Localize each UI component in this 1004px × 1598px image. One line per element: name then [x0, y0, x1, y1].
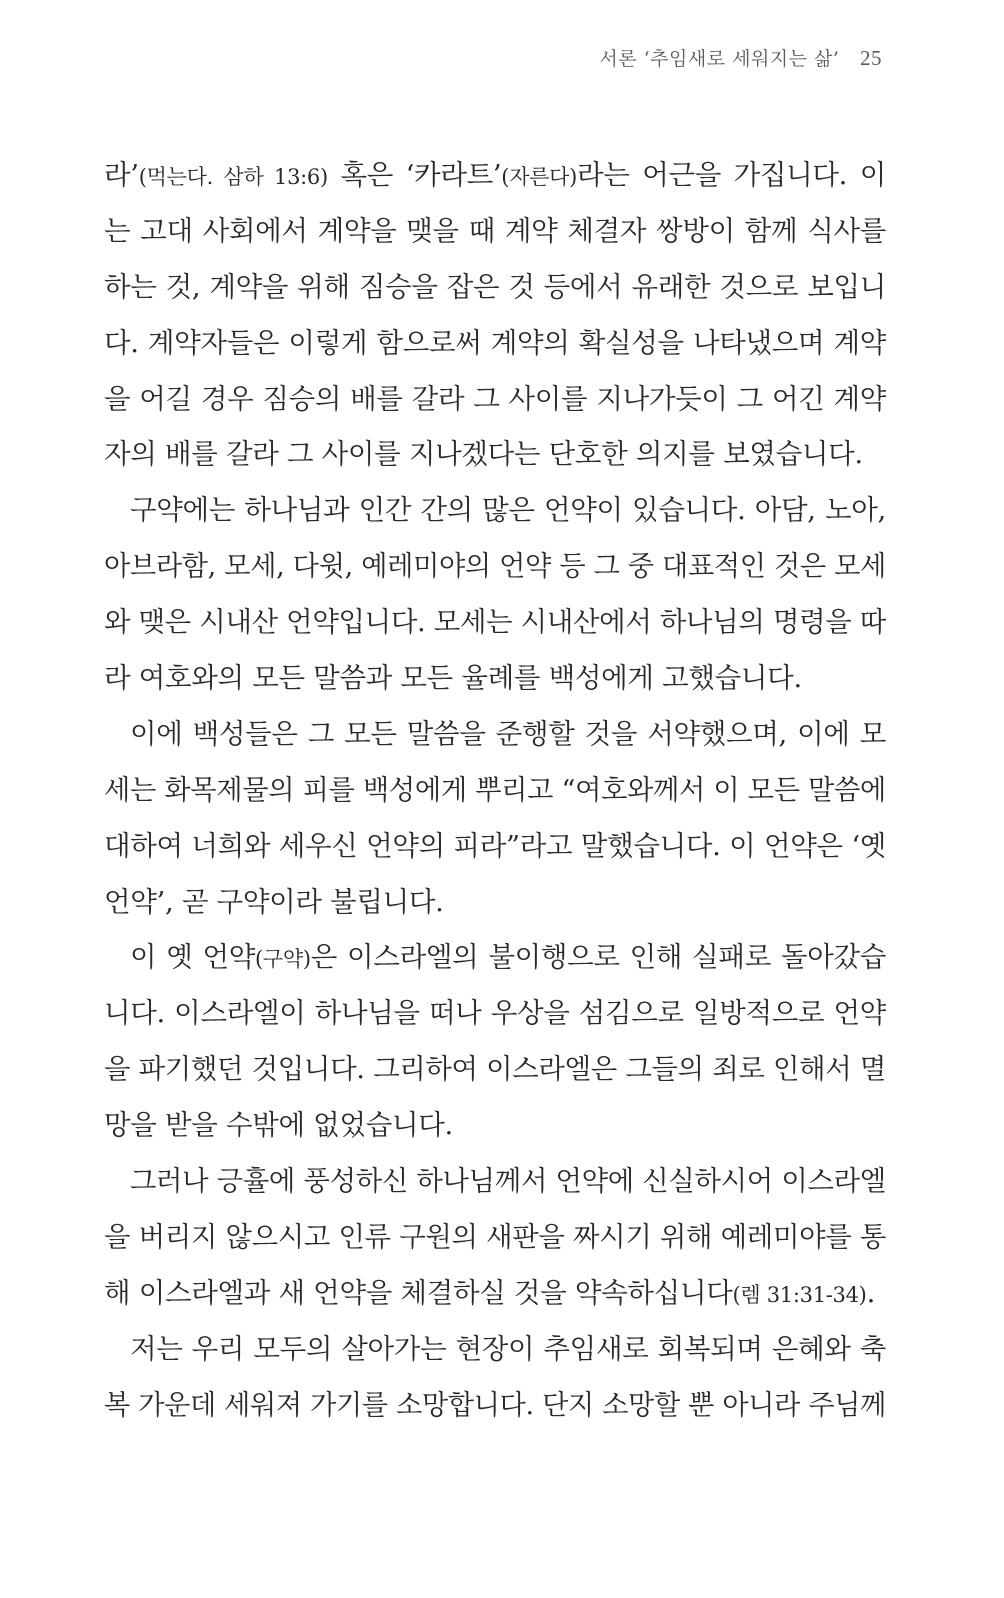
inline-reference: (자른다) [501, 165, 578, 189]
text-line [104, 1266, 886, 1322]
text-line [104, 595, 887, 651]
text-segment: 그러나 긍휼에 풍성하신 하나님께서 언약에 신실하시어 이스라엘 [129, 1165, 886, 1198]
text-line [104, 1098, 886, 1154]
text-segment: 니다. 이스라엘이 하나님을 떠나 우상을 섬김으로 일방적으로 언약 [104, 997, 886, 1030]
text-line [104, 316, 886, 372]
running-title: 서론 ‘추임새로 세워지는 삶’ [599, 48, 840, 70]
running-head [599, 44, 882, 71]
text-line [104, 483, 886, 539]
text-line [104, 819, 886, 875]
text-segment: 망을 받을 수밖에 없었습니다. [104, 1109, 453, 1142]
text-line [104, 1042, 887, 1098]
text-line [104, 539, 887, 595]
text-segment: . [866, 1276, 876, 1309]
text-segment: 세는 화목제물의 피를 백성에게 뿌리고 “여호와께서 이 모든 말씀에 [104, 773, 886, 806]
text-segment: 혹은 ‘카라트’ [327, 159, 502, 191]
text-line [104, 875, 886, 931]
text-line [104, 763, 886, 819]
text-line [104, 148, 886, 204]
text-segment: 이에 백성들은 그 모든 말씀을 준행할 것을 서약했으며, 이에 모 [130, 717, 886, 750]
text-line [104, 1154, 886, 1210]
inline-reference: (렘 31:31-34) [732, 1282, 867, 1307]
page-number: 25 [860, 46, 882, 70]
text-segment: 라’ [104, 159, 139, 191]
text-segment: 구약에는 하나님과 인간 간의 많은 언약이 있습니다. 아담, 노아, [130, 494, 886, 527]
text-segment: 해 이스라엘과 새 언약을 체결하실 것을 약속하십니다 [104, 1276, 733, 1309]
text-segment: 이 옛 언약 [130, 941, 256, 974]
text-segment: 을 어길 경우 짐승의 배를 갈라 그 사이를 지나가듯이 그 어긴 계약 [104, 382, 886, 415]
text-line [104, 372, 886, 428]
text-segment: 은 이스라엘의 불이행으로 인해 실패로 돌아갔습 [310, 941, 886, 974]
text-segment: 하는 것, 계약을 위해 짐승을 잡은 것 등에서 유래한 것으로 보입니 [104, 270, 886, 303]
text-segment: 는 고대 사회에서 계약을 맺을 때 계약 체결자 쌍방이 함께 식사를 [104, 214, 886, 247]
text-segment: 을 버리지 않으시고 인류 구원의 새판을 짜시기 위해 예레미야를 통 [104, 1220, 887, 1253]
inline-reference: (구약) [255, 947, 311, 972]
text-line [104, 427, 886, 483]
text-segment: 저는 우리 모두의 살아가는 현장이 추임새로 회복되며 은혜와 축 [130, 1332, 886, 1365]
text-line [104, 260, 886, 316]
text-segment: 을 파기했던 것입니다. 그리하여 이스라엘은 그들의 죄로 인해서 멸 [104, 1053, 887, 1086]
text-segment: 라 여호와의 모든 말씀과 모든 율례를 백성에게 고했습니다. [104, 662, 802, 695]
text-segment: 다. 계약자들은 이렇게 함으로써 계약의 확실성을 나타냈으며 계약 [104, 326, 886, 359]
text-segment: 언약’, 곧 구약이라 불립니다. [104, 885, 444, 918]
text-line [104, 1210, 887, 1266]
text-line [104, 1322, 886, 1378]
body-text [104, 148, 886, 1433]
text-segment: 와 맺은 시내산 언약입니다. 모세는 시내산에서 하나님의 명령을 따 [104, 606, 887, 639]
text-segment: 복 가운데 세워져 가기를 소망합니다. 단지 소망할 뿐 아니라 주님께 [104, 1388, 886, 1421]
text-segment: 자의 배를 갈라 그 사이를 지나겠다는 단호한 의지를 보였습니다. [104, 438, 863, 471]
text-line [104, 651, 886, 707]
text-segment: 아브라함, 모세, 다윗, 예레미야의 언약 등 그 중 대표적인 것은 모세 [104, 550, 887, 583]
text-line [104, 204, 886, 260]
text-line [104, 930, 886, 986]
text-line [104, 986, 886, 1042]
text-segment: 대하여 너희와 세우신 언약의 피라”라고 말했습니다. 이 언약은 ‘옛 [104, 829, 886, 862]
inline-reference: (먹는다. 삼하 13:6) [138, 165, 328, 189]
text-segment: 라는 어근을 가집니다. 이 [577, 159, 886, 191]
text-line [104, 707, 886, 763]
text-line [104, 1378, 886, 1434]
